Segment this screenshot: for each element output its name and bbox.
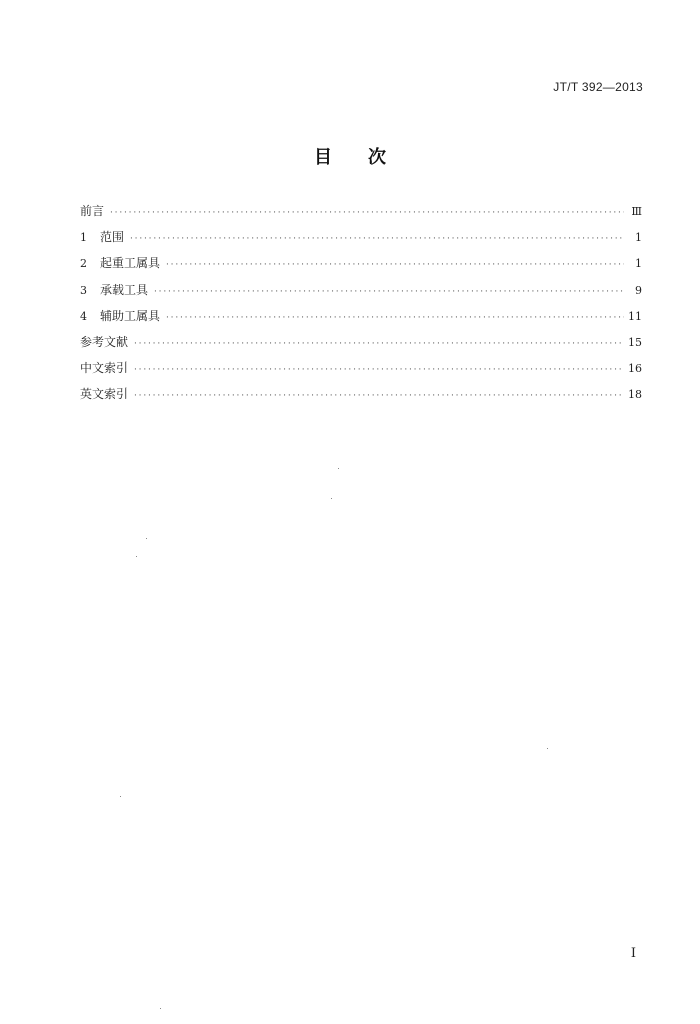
- toc-leader-dots: [130, 235, 624, 244]
- toc-entry-page: Ⅲ: [631, 205, 642, 218]
- toc-entry-auxiliary-attachments[interactable]: [80, 307, 642, 333]
- toc-entry-page: 1: [635, 231, 642, 245]
- scan-speck: [120, 796, 121, 797]
- toc-entry-page: 15: [628, 335, 642, 349]
- toc-leader-dots: [166, 261, 624, 270]
- toc-entry-page: 9: [635, 283, 642, 297]
- toc-entry-label: 英文索引: [80, 387, 129, 402]
- toc-entry-load-carrying-tools[interactable]: [80, 281, 642, 307]
- standard-code: JT/T 392—2013: [553, 80, 643, 94]
- toc-entry-english-index[interactable]: [80, 385, 642, 411]
- toc-leader-dots: [134, 366, 624, 375]
- page-number: I: [630, 946, 636, 961]
- scan-speck: [160, 1008, 161, 1009]
- scan-speck: [146, 538, 147, 539]
- toc-entry-label: 起重工属具: [100, 256, 161, 271]
- toc-entry-page: 1: [635, 257, 642, 271]
- toc-leader-dots: [134, 340, 624, 349]
- toc-entry-number: 2: [80, 257, 87, 271]
- toc-entry-label: 承载工具: [100, 282, 149, 297]
- toc-entry-label: 参考文献: [80, 334, 129, 349]
- scan-speck: [331, 498, 332, 499]
- toc-leader-dots: [166, 314, 624, 323]
- toc-title: 目次: [314, 147, 422, 168]
- toc-entry-number: 4: [80, 309, 87, 323]
- toc-leader-dots: [110, 209, 624, 218]
- toc-entry-foreword[interactable]: [80, 202, 642, 228]
- toc-entry-page: 11: [628, 309, 642, 323]
- toc-entry-bibliography[interactable]: [80, 333, 642, 359]
- scan-speck: [547, 748, 548, 749]
- toc-entry-number: 3: [80, 283, 87, 297]
- toc-entry-page: 18: [628, 388, 642, 402]
- toc-leader-dots: [154, 288, 624, 297]
- toc-entry-label: 范围: [100, 230, 125, 245]
- table-of-contents: [80, 202, 642, 412]
- toc-entry-number: 1: [80, 231, 87, 245]
- scan-speck: [136, 556, 137, 557]
- toc-entry-page: 16: [628, 362, 642, 376]
- toc-entry-label: 中文索引: [80, 361, 129, 376]
- toc-entry-label: 前言: [80, 204, 105, 218]
- toc-entry-lifting-attachments[interactable]: [80, 254, 642, 280]
- scan-speck: [338, 468, 339, 469]
- toc-entry-chinese-index[interactable]: [80, 359, 642, 385]
- toc-entry-label: 辅助工属具: [100, 308, 161, 323]
- toc-leader-dots: [134, 392, 624, 401]
- toc-entry-scope[interactable]: [80, 228, 642, 254]
